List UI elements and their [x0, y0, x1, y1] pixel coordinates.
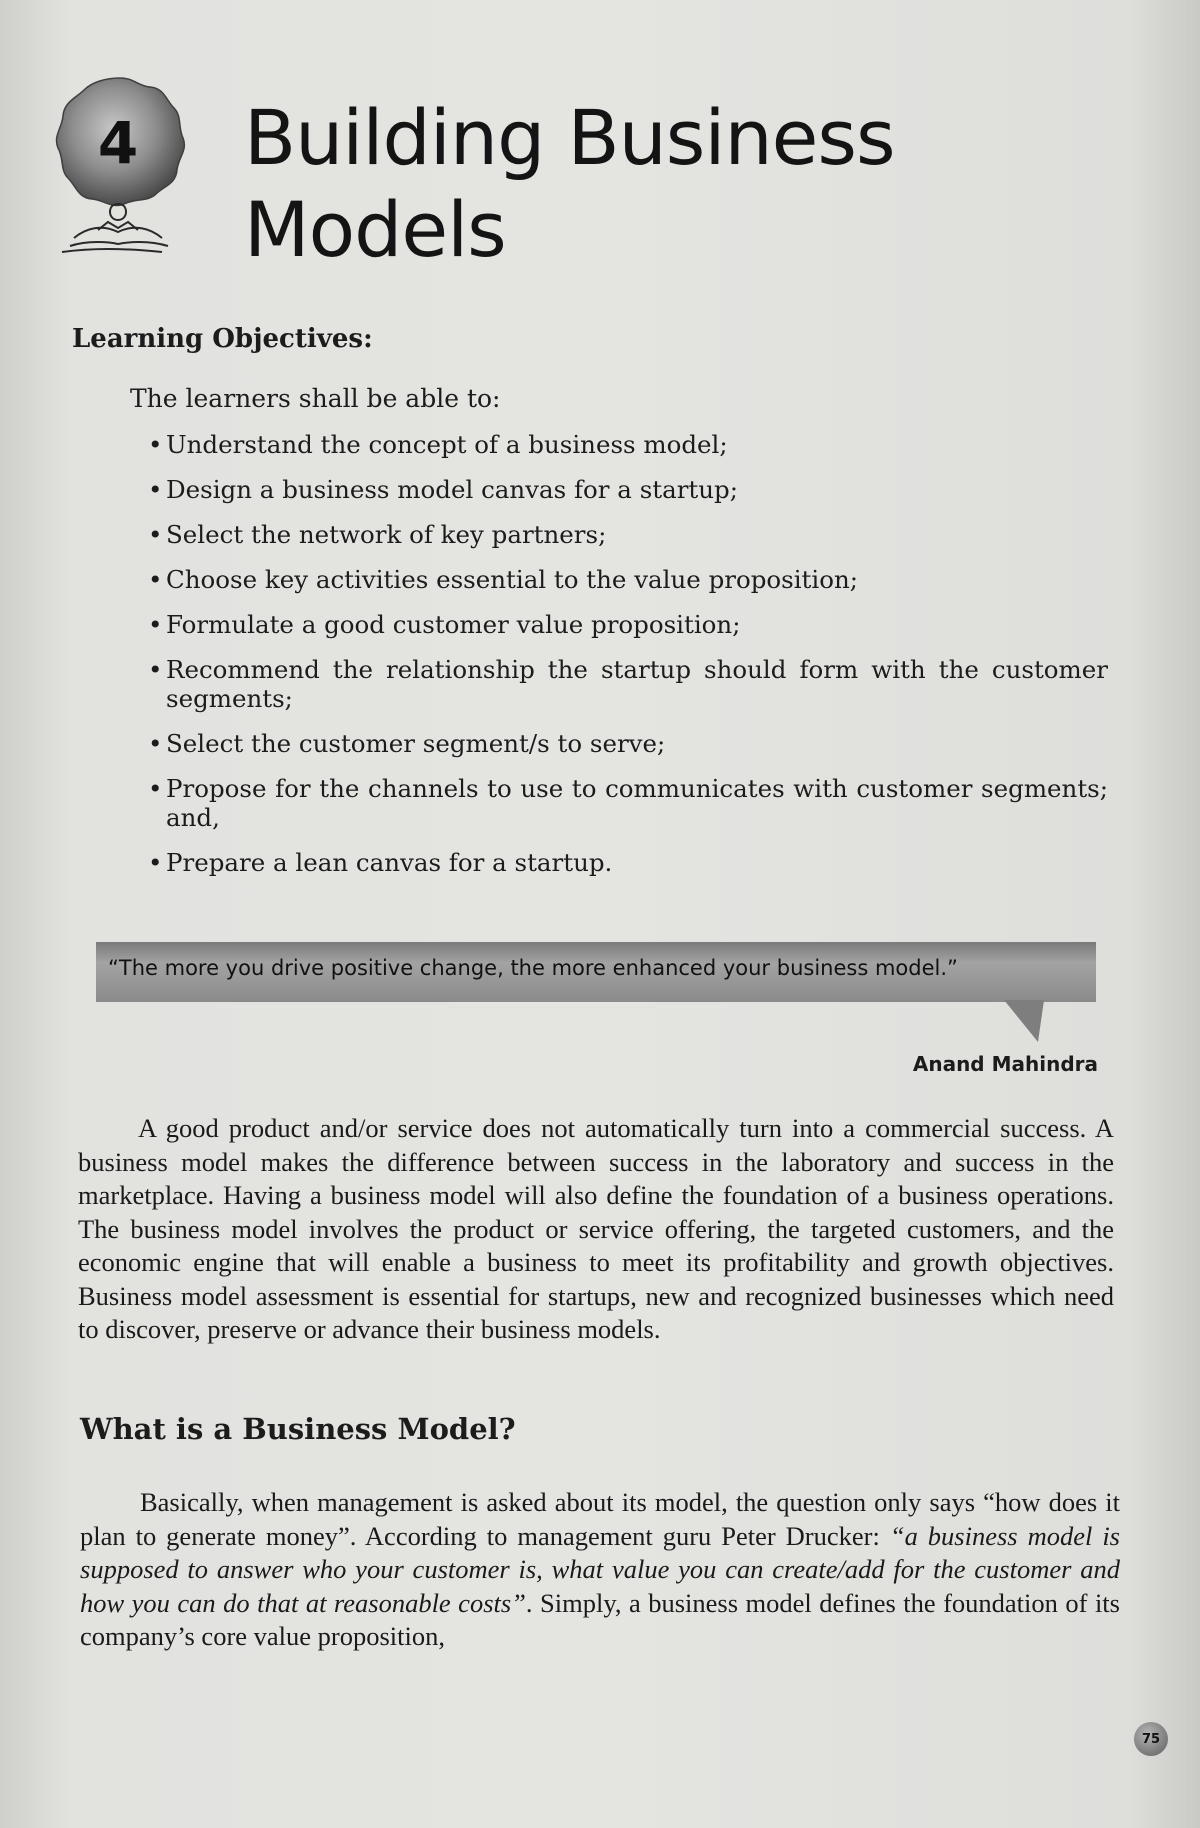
objective-item: • Understand the concept of a business model;: [148, 430, 1108, 459]
objective-item: • Design a business model canvas for a startup;: [148, 475, 1108, 504]
learning-objectives-intro: The learners shall be able to:: [130, 384, 501, 413]
section-paragraph: [80, 1486, 1120, 1654]
meditating-figure-icon: [62, 204, 168, 252]
quote-author: Anand Mahindra: [912, 1052, 1098, 1076]
chapter-title-line-2: Models: [244, 185, 506, 274]
learning-objectives-list: [148, 430, 1108, 893]
intro-paragraph: [78, 1112, 1114, 1347]
section-paragraph-start: Basically, when management is asked about its model, the question only says “how does it plan to generate money”. According to management guru Peter Drucker:: [80, 1487, 1120, 1551]
chapter-title-line-1: Building Business: [244, 93, 895, 182]
section-paragraph-end: . Simply, a business model defines the foundation of its company’s core value proposition,: [80, 1587, 1120, 1651]
section-heading: What is a Business Model?: [80, 1412, 516, 1446]
speech-bubble-tail-icon: [1004, 1000, 1044, 1042]
page-number: 75: [1134, 1722, 1168, 1756]
objective-item: • Select the customer segment/s to serve;: [148, 729, 1108, 758]
chapter-number: 4: [97, 109, 139, 177]
chapter-title: [244, 92, 895, 276]
objective-item: • Recommend the relationship the startup should form with the customer segments;: [148, 655, 1108, 713]
objective-item: • Propose for the channels to use to communicates with customer segments; and,: [148, 774, 1108, 832]
quote-box: [96, 942, 1096, 1002]
objective-item: • Formulate a good customer value proposition;: [148, 610, 1108, 639]
objective-item: • Choose key activities essential to the value proposition;: [148, 565, 1108, 594]
drucker-quote: “a business model is supposed to answer who your customer is, what value you can create/add for the customer and how you can do that at reasonable costs”: [80, 1520, 1120, 1618]
intro-paragraph-text: A good product and/or service does not automatically turn into a commercial success. A business model makes the difference between success in the laboratory and success in the marketplace. Having a business model will also define the foundation of a business operations. The business model involves the product or service offering, the targeted customers, and the economic engine that will enable a business to meet its profitability and growth objectives. Business model assessment is essential for startups, new and recognized businesses which need to discover, preserve or advance their business models.: [78, 1113, 1114, 1344]
objective-item: • Select the network of key partners;: [148, 520, 1108, 549]
chapter-number-badge: [52, 62, 187, 292]
learning-objectives-heading: Learning Objectives:: [72, 324, 373, 354]
objective-item: • Prepare a lean canvas for a startup.: [148, 848, 1108, 877]
quote-text: “The more you drive positive change, the more enhanced your business model.”: [108, 956, 958, 980]
